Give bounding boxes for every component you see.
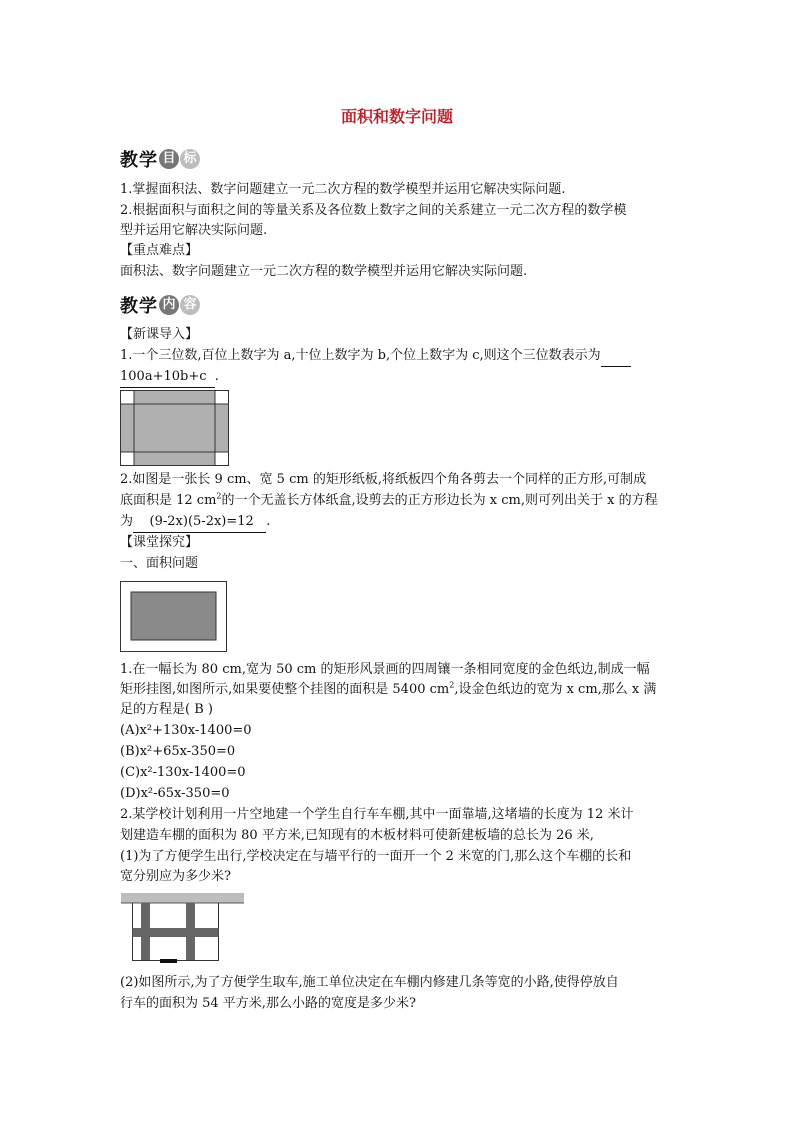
problem-2-part-2-line-2: 行车的面积为 54 平方米,那么小路的宽度是多少米? xyxy=(120,996,416,1011)
section-header-objectives xyxy=(120,146,200,172)
option-b: (B)x²+65x-350=0 xyxy=(120,744,236,759)
problem-2-line-2: 划建造车棚的面积为 80 平方米,已知现有的木板材料可使新建板墙的总长为 26 米, xyxy=(120,828,594,843)
flap-left xyxy=(121,404,135,452)
box-base xyxy=(134,404,215,452)
section-header-content xyxy=(120,292,200,318)
option-a: (A)x²+130x-1400=0 xyxy=(120,723,252,738)
section-badge-2: 标 xyxy=(180,149,200,169)
option-c: (C)x²-130x-1400=0 xyxy=(120,765,246,780)
objective-1: 1.掌握面积法、数字问题建立一元二次方程的数学模型并运用它解决实际问题. xyxy=(120,182,566,197)
intro-question-2-line-1: 2.如图是一张长 9 cm、宽 5 cm 的矩形纸板,将纸板四个角各剪去一个同样的正方形,可制成 xyxy=(120,472,647,487)
flap-bottom xyxy=(134,452,215,466)
question-1-text: 1.一个三位数,百位上数字为 a,十位上数字为 b,个位上数字为 c,则这个三位数表示为 xyxy=(120,348,601,363)
option-d: (D)x²-65x-350=0 xyxy=(120,786,230,801)
question-2-answer: (9-2x)(5-2x)=12 xyxy=(149,514,254,529)
problem-2-line-1: 2.某学校计划利用一片空地建一个学生自行车车棚,其中一面靠墙,这堵墙的长度为 12 米计 xyxy=(120,807,634,822)
intro-question-2-line-3: 为 (9-2x)(5-2x)=12 . xyxy=(120,512,270,533)
problem-1-line-1: 1.在一幅长为 80 cm,宽为 50 cm 的矩形风景画的四周镶一条相同宽度的金色纸边,制成一幅 xyxy=(120,662,650,677)
problem-2-line-4: 宽分别应为多少米? xyxy=(120,869,231,884)
section-badge-1: 内 xyxy=(159,295,179,315)
intro-heading: 【新课导入】 xyxy=(120,327,199,342)
flap-top xyxy=(134,391,215,405)
intro-question-1-answer-line: 100a+10b+c . xyxy=(120,367,219,388)
intro-question-1 xyxy=(120,346,631,367)
intro-question-2-line-2: 底面积是 12 $cm^2$的一个无盖长方体纸盒,设剪去的正方形边长为 x cm,则可列出关于 x 的方程 xyxy=(120,491,658,508)
question-1-answer: 100a+10b+c xyxy=(120,367,207,388)
page-title: 面积和数字问题 xyxy=(340,107,453,126)
section-badge-1: 目 xyxy=(159,149,179,169)
section-header-text: 教学 xyxy=(120,296,158,317)
key-points-heading: 【重点难点】 xyxy=(120,243,199,258)
explore-heading: 【课堂探究】 xyxy=(120,535,199,550)
painting-area xyxy=(131,592,216,640)
bike-shed-figure xyxy=(120,890,246,964)
flap-right xyxy=(215,404,229,452)
problem-2-line-3: (1)为了方便学生出行,学校决定在与墙平行的一面开一个 2 米宽的门,那么这个车棚的长和 xyxy=(120,849,632,864)
path-horizontal xyxy=(133,928,219,937)
section-header-text: 教学 xyxy=(120,150,158,171)
door xyxy=(160,959,177,963)
box-net-figure xyxy=(120,390,230,466)
problem-2-part-2-line-1: (2)如图所示,为了方便学生取车,施工单位决定在车棚内修建几条等宽的小路,使得停放自 xyxy=(120,975,619,990)
framed-painting-figure xyxy=(120,581,228,653)
problem-1-line-3: 足的方程是( B ) xyxy=(120,702,213,717)
problem-1-line-2: 矩形挂图,如图所示,如果要使整个挂图的面积是 5400 $cm^2$,设金色纸边的宽为 x cm,那么 x 满 xyxy=(120,680,657,697)
key-points-text: 面积法、数字问题建立一元二次方程的数学模型并运用它解决实际问题. xyxy=(120,264,528,279)
objective-2-line-1: 2.根据面积与面积之间的等量关系及各位数上数字之间的关系建立一元二次方程的数学模 xyxy=(120,203,627,218)
wall xyxy=(121,893,244,903)
explore-subheading: 一、面积问题 xyxy=(120,556,199,571)
section-badge-2: 容 xyxy=(180,295,200,315)
objective-2-line-2: 型并运用它解决实际问题. xyxy=(120,223,268,238)
